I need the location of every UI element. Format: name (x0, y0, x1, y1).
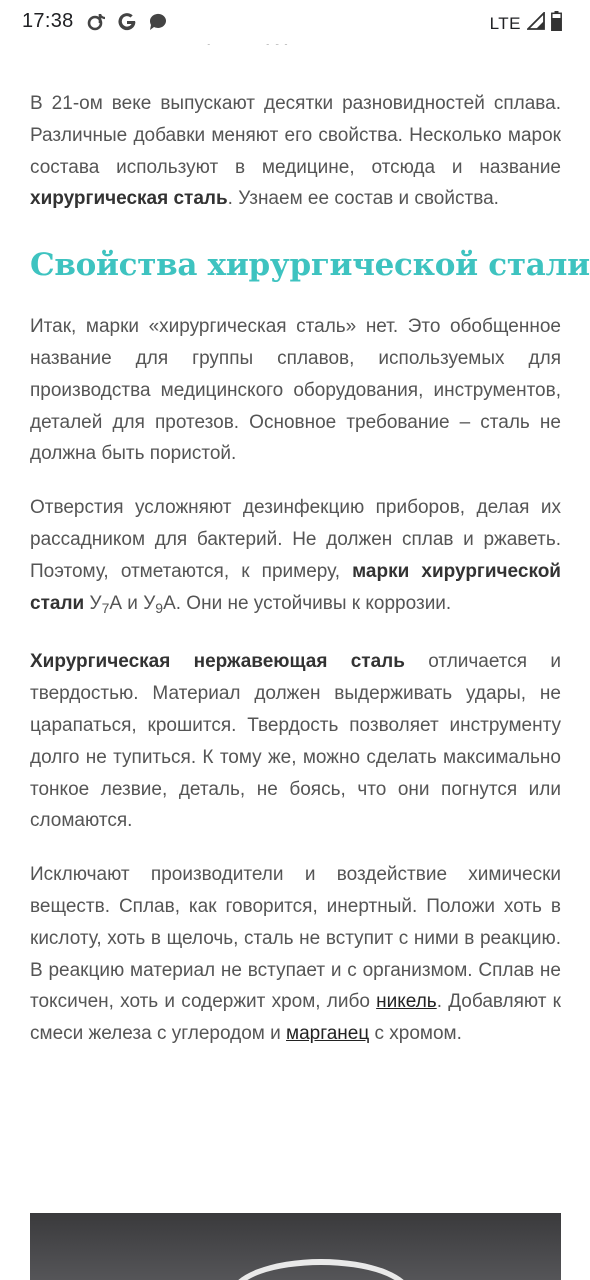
p2-text-4: А. Они не устойчивы к коррозии. (163, 592, 452, 614)
paragraph-2 (30, 492, 561, 624)
p4-text: Исключают производители и воздействие химически веществ. Сплав, как говорится, инертный. Положи хоть в кислоту, хоть в щелочь, сталь не вступит с ними в реакцию. В реакцию материал не вступает и с организмом. Сплав не токсичен, хоть и содержит хром, либо (30, 864, 561, 1013)
google-icon (116, 11, 138, 38)
nickel-link[interactable]: никель (376, 991, 437, 1013)
section-heading: Свойства хирургической стали (30, 247, 590, 284)
article-body (30, 88, 590, 1072)
chat-icon (148, 12, 168, 37)
intro-paragraph (30, 88, 561, 215)
manganese-link[interactable]: марганец (286, 1023, 370, 1045)
p2-text-3: А и У (109, 592, 156, 614)
p3-bold: Хирургическая нержавеющая сталь (30, 651, 405, 673)
p2-subscript-2: 9 (155, 599, 164, 616)
paragraph-3 (30, 646, 561, 837)
p2-subscript-1: 7 (101, 599, 110, 616)
p4-text-2: . Добавляют к смеси железа с углеродом и (30, 991, 561, 1045)
article-image (30, 1213, 561, 1280)
tiktok-icon (86, 12, 106, 37)
notification-icons (86, 11, 168, 38)
p2-text: Отверстия усложняют дезинфекцию приборов, делая их рассадником для бактерий. Не должен сплав и ржаветь. Поэтому, отметаются, к примеру, (30, 497, 561, 582)
system-icons (490, 11, 562, 36)
p2-text-2: У (84, 592, 102, 614)
intro-bold: хирургическая сталь (30, 188, 228, 210)
intro-text: В 21-ом веке выпускают десятки разновидностей сплава. Различные добавки меняют его свойства. Несколько марок состава используют в медицине, отсюда и название (30, 93, 561, 178)
battery-icon (551, 11, 562, 36)
p4-text-3: с хромом. (369, 1023, 462, 1045)
steel-ring-shape (230, 1259, 412, 1280)
status-bar (0, 0, 590, 44)
p2-bold: марки хирургической стали (30, 560, 561, 614)
paragraph-1: Итак, марки «хирургическая сталь» нет. Это обобщенное название для группы сплавов, используемых для производства медицинского оборудования, инструментов, деталей для протезов. Основное требование – сталь не должна быть пористой. (30, 316, 561, 465)
paragraph-4 (30, 859, 561, 1050)
signal-icon (527, 12, 545, 35)
p3-text: отличается и твердостью. Материал должен выдерживать удары, не царапаться, крошится. Твердость позволяет инструменту долго не тупиться. К тому же, можно сделать максимально тонкое лезвие, деталь, не боясь, что они погнутся или сломаются. (30, 651, 561, 832)
intro-text-end: . Узнаем ее состав и свойства. (227, 188, 499, 210)
network-type: LTE (489, 13, 521, 33)
status-time: 17:38 (22, 10, 74, 32)
